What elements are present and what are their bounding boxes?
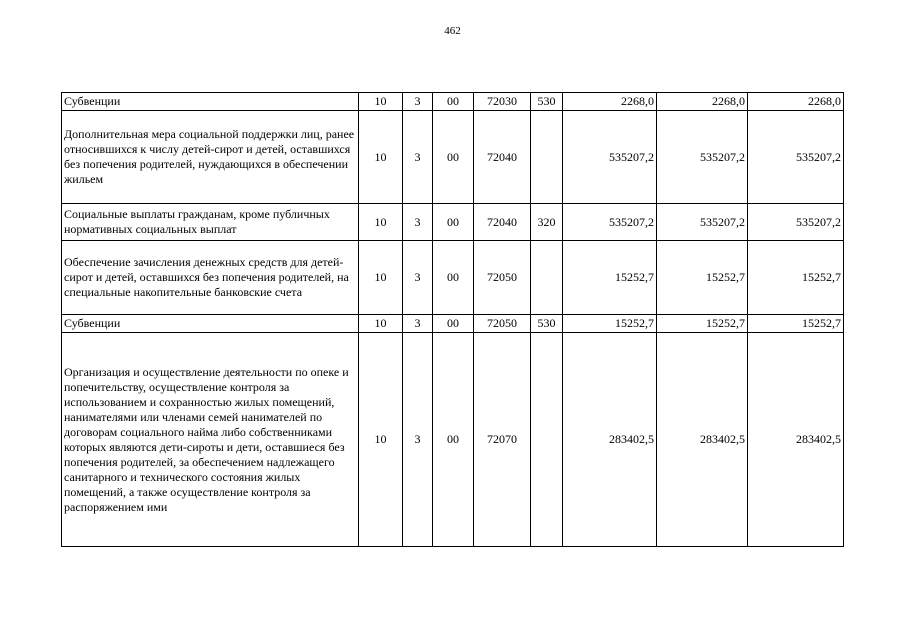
amount-1: 535207,2 bbox=[563, 111, 657, 204]
amount-3: 15252,7 bbox=[748, 241, 844, 315]
amount-2: 535207,2 bbox=[657, 204, 748, 241]
table-row bbox=[62, 111, 844, 204]
amount-2: 2268,0 bbox=[657, 93, 748, 111]
target-article-code: 00 bbox=[433, 111, 474, 204]
target-article-number: 72040 bbox=[474, 111, 531, 204]
target-article-code: 00 bbox=[433, 241, 474, 315]
expense-type-code bbox=[531, 111, 563, 204]
amount-1: 283402,5 bbox=[563, 333, 657, 547]
target-article-number: 72070 bbox=[474, 333, 531, 547]
amount-3: 535207,2 bbox=[748, 111, 844, 204]
table-row bbox=[62, 315, 844, 333]
budget-table bbox=[61, 92, 844, 547]
target-article-number: 72030 bbox=[474, 93, 531, 111]
expense-type-code: 530 bbox=[531, 93, 563, 111]
section-code: 10 bbox=[359, 204, 403, 241]
subsection-code: 3 bbox=[403, 241, 433, 315]
subsection-code: 3 bbox=[403, 93, 433, 111]
table-row bbox=[62, 204, 844, 241]
target-article-code: 00 bbox=[433, 93, 474, 111]
amount-1: 2268,0 bbox=[563, 93, 657, 111]
section-code: 10 bbox=[359, 111, 403, 204]
amount-2: 283402,5 bbox=[657, 333, 748, 547]
amount-2: 15252,7 bbox=[657, 315, 748, 333]
row-description: Субвенции bbox=[62, 93, 359, 111]
target-article-code: 00 bbox=[433, 204, 474, 241]
target-article-number: 72050 bbox=[474, 315, 531, 333]
target-article-number: 72040 bbox=[474, 204, 531, 241]
amount-1: 15252,7 bbox=[563, 241, 657, 315]
amount-1: 15252,7 bbox=[563, 315, 657, 333]
amount-3: 15252,7 bbox=[748, 315, 844, 333]
section-code: 10 bbox=[359, 241, 403, 315]
target-article-code: 00 bbox=[433, 333, 474, 547]
expense-type-code: 320 bbox=[531, 204, 563, 241]
section-code: 10 bbox=[359, 315, 403, 333]
table-row bbox=[62, 241, 844, 315]
amount-2: 15252,7 bbox=[657, 241, 748, 315]
amount-3: 2268,0 bbox=[748, 93, 844, 111]
table-row bbox=[62, 93, 844, 111]
subsection-code: 3 bbox=[403, 204, 433, 241]
target-article-number: 72050 bbox=[474, 241, 531, 315]
amount-3: 535207,2 bbox=[748, 204, 844, 241]
expense-type-code bbox=[531, 241, 563, 315]
table-row bbox=[62, 333, 844, 547]
row-description: Дополнительная мера социальной поддержки лиц, ранее относившихся к числу детей-сирот и детей, оставшихся без попечения родителей, нуждающихся в обеспечении жильем bbox=[62, 111, 359, 204]
amount-3: 283402,5 bbox=[748, 333, 844, 547]
row-description: Обеспечение зачисления денежных средств для детей-сирот и детей, оставшихся без попечения родителей, на специальные накопительные банковские счета bbox=[62, 241, 359, 315]
expense-type-code bbox=[531, 333, 563, 547]
amount-1: 535207,2 bbox=[563, 204, 657, 241]
subsection-code: 3 bbox=[403, 333, 433, 547]
subsection-code: 3 bbox=[403, 315, 433, 333]
row-description: Субвенции bbox=[62, 315, 359, 333]
subsection-code: 3 bbox=[403, 111, 433, 204]
amount-2: 535207,2 bbox=[657, 111, 748, 204]
row-description: Организация и осуществление деятельности по опеке и попечительству, осуществление контроля за использованием и сохранностью жилых помещений, нанимателями или членами семей нанимателей по договорам социального найма либо собственниками которых являются дети-сироты и дети, оставшиеся без попечения родителей, за обеспечением надлежащего санитарного и технического состояния жилых помещений, а также осуществление контроля за распоряжением ими bbox=[62, 333, 359, 547]
row-description: Социальные выплаты гражданам, кроме публичных нормативных социальных выплат bbox=[62, 204, 359, 241]
page-number: 462 bbox=[444, 25, 461, 37]
target-article-code: 00 bbox=[433, 315, 474, 333]
expense-type-code: 530 bbox=[531, 315, 563, 333]
section-code: 10 bbox=[359, 93, 403, 111]
section-code: 10 bbox=[359, 333, 403, 547]
